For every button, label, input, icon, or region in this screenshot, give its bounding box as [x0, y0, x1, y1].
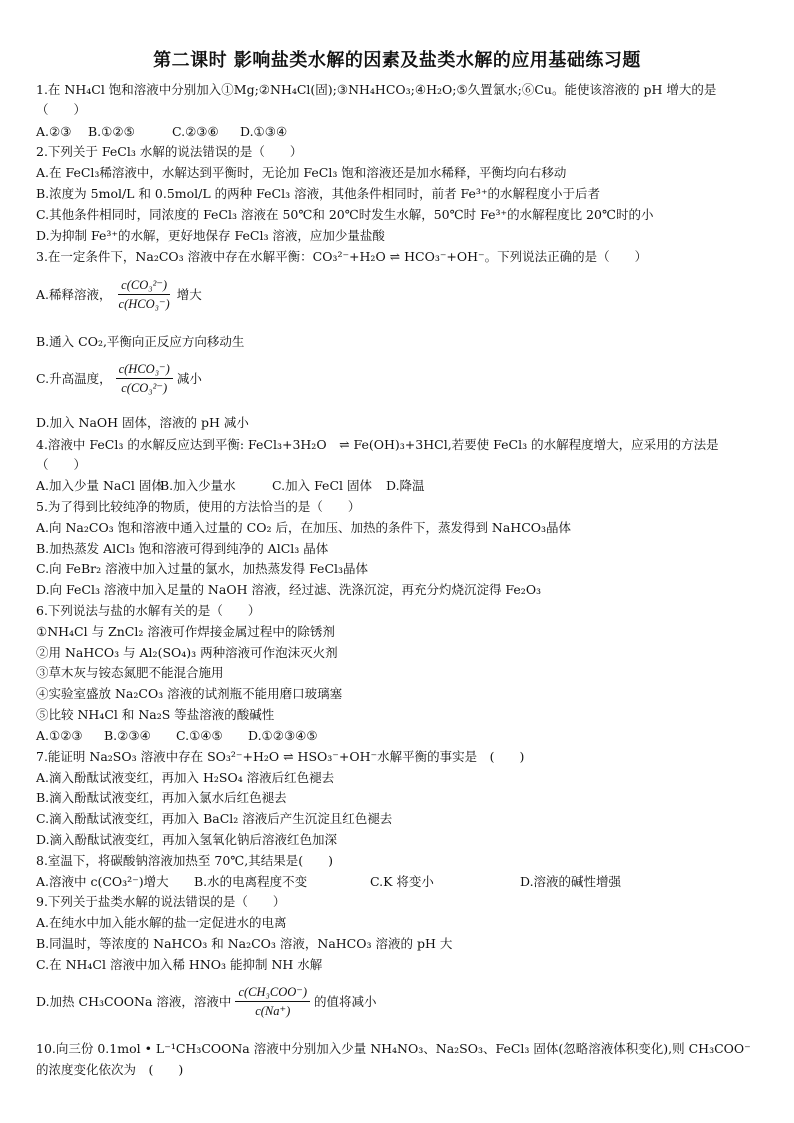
- q6-item-4: ④实验室盛放 Na₂CO₃ 溶液的试剂瓶不能用磨口玻璃塞: [36, 686, 343, 701]
- q8-options: [36, 873, 770, 890]
- q1-stem: 1.在 NH₄Cl 饱和溶液中分别加入①Mg;②NH₄Cl(固);③NH₄HCO₃;④H₂O;⑤久置氯水;⑥Cu。能使该溶液的 pH 增大的是: [36, 82, 717, 97]
- q9-option-d: [36, 985, 770, 1018]
- q6-option-b: B.②③④: [104, 728, 151, 743]
- q7-option-d: D.滴入酚酞试液变红，再加入氢氧化钠后溶液红色加深: [36, 832, 338, 847]
- q3-option-c: [36, 362, 770, 395]
- q2-option-d: D.为抑制 Fe³⁺的水解，更好地保存 FeCl₃ 溶液，应加少量盐酸: [36, 228, 385, 243]
- q2-option-b: B.浓度为 5mol/L 和 0.5mol/L 的两种 FeCl₃ 溶液，其他条件相同时，前者 Fe³⁺的水解程度小于后者: [36, 186, 601, 201]
- q6-item-3: ③草木灰与铵态氮肥不能混合施用: [36, 665, 224, 680]
- q3-option-d: D.加入 NaOH 固体，溶液的 pH 减小: [36, 415, 249, 430]
- q3-a-fraction: [116, 278, 173, 311]
- q9-option-c: C.在 NH₄Cl 溶液中加入稀 HNO₃ 能抑制 NH 水解: [36, 957, 323, 972]
- q3-c-numerator: c(HCO₃⁻): [116, 362, 173, 379]
- q2-option-c: C.其他条件相同时，同浓度的 FeCl₃ 溶液在 50℃和 20℃时发生水解，50℃时 Fe³⁺的水解程度比 20℃时的小: [36, 207, 654, 222]
- q6-option-c: C.①④⑤: [176, 728, 223, 743]
- q9-d-suffix: 的值将减小: [314, 994, 377, 1009]
- q1-option-d: D.①③④: [240, 124, 288, 139]
- q9-d-fraction: [235, 985, 310, 1018]
- q3-a-suffix: 增大: [176, 287, 202, 302]
- q9-option-a: A.在纯水中加入能水解的盐一定促进水的电离: [36, 915, 287, 930]
- q3-option-b: B.通入 CO₂,平衡向正反应方向移动生: [36, 334, 245, 349]
- q9-d-denominator: c(Na⁺): [255, 1004, 291, 1018]
- q6-item-2: ②用 NaHCO₃ 与 Al₂(SO₄)₃ 两种溶液可作泡沫灭火剂: [36, 645, 338, 660]
- q2-stem: 2.下列关于 FeCl₃ 水解的说法错误的是（ ）: [36, 144, 303, 159]
- q7-stem: 7.能证明 Na₂SO₃ 溶液中存在 SO₃²⁻+H₂O ⇌ HSO₃⁻+OH⁻水解平衡的事实是 ( ): [36, 749, 525, 764]
- q5-option-d: D.向 FeCl₃ 溶液中加入足量的 NaOH 溶液，经过滤、洗涤沉淀，再充分灼烧沉淀得 Fe₂O₃: [36, 582, 542, 597]
- q3-c-fraction: [116, 362, 173, 395]
- q8-option-a: A.溶液中 c(CO₃²⁻)增大: [36, 874, 169, 889]
- page-title: 第二课时 影响盐类水解的因素及盐类水解的应用基础练习题: [153, 50, 641, 71]
- q8-option-b: B.水的电离程度不变: [194, 874, 308, 889]
- q9-stem: 9.下列关于盐类水解的说法错误的是（ ）: [36, 894, 286, 909]
- q6-options: [36, 727, 770, 744]
- q9-d-numerator: c(CH₃COO⁻): [235, 985, 310, 1002]
- q6-item-1: ①NH₄Cl 与 ZnCl₂ 溶液可作焊接金属过程中的除锈剂: [36, 624, 335, 639]
- q1-option-b: B.①②⑤: [88, 124, 135, 139]
- q4-stem: 4.溶液中 FeCl₃ 的水解反应达到平衡: FeCl₃+3H₂O ⇌ Fe(OH)₃+3HCl,若要使 FeCl₃ 的水解程度增大，应采用的方法是: [36, 437, 719, 452]
- q3-option-a: [36, 278, 770, 311]
- q6-stem: 6.下列说法与盐的水解有关的是（ ）: [36, 603, 261, 618]
- q3-a-numerator: c(CO₃²⁻): [118, 278, 170, 295]
- q1-option-c: C.②③⑥: [172, 124, 219, 139]
- q5-option-c: C.向 FeBr₂ 溶液中加入过量的氯水，加热蒸发得 FeCl₃晶体: [36, 561, 369, 576]
- q4-option-d: D.降温: [386, 478, 425, 493]
- q7-option-b: B.滴入酚酞试液变红，再加入氯水后红色褪去: [36, 790, 287, 805]
- q10-line-2: 的浓度变化依次为 ( ): [36, 1062, 184, 1077]
- q8-option-c: C.K 将变小: [370, 874, 434, 889]
- q4-options: [36, 477, 770, 494]
- q9-d-text: D.加热 CH₃COONa 溶液，溶液中: [36, 994, 232, 1009]
- q7-option-a: A.滴入酚酞试液变红，再加入 H₂SO₄ 溶液后红色褪去: [36, 770, 335, 785]
- q3-a-denominator: c(HCO₃⁻): [118, 297, 170, 311]
- q3-c-suffix: 减小: [176, 371, 202, 386]
- q4-paren: （ ）: [36, 457, 87, 472]
- q3-c-denominator: c(CO₃²⁻): [121, 381, 168, 395]
- q8-stem: 8.室温下，将碳酸钠溶液加热至 70℃,其结果是( ): [36, 853, 334, 868]
- q1-options: [36, 123, 770, 140]
- q5-option-b: B.加热蒸发 AlCl₃ 饱和溶液可得到纯净的 AlCl₃ 晶体: [36, 541, 329, 556]
- q3-stem: 3.在一定条件下，Na₂CO₃ 溶液中存在水解平衡：CO₃²⁻+H₂O ⇌ HCO₃⁻+OH⁻。下列说法正确的是（ ）: [36, 249, 648, 264]
- q10-line-1: 10.向三份 0.1mol • L⁻¹CH₃COONa 溶液中分别加入少量 NH₄NO₃、Na₂SO₃、FeCl₃ 固体(忽略溶液体积变化),则 CH₃COO⁻: [36, 1041, 751, 1056]
- q3-c-text: C.升高温度，: [36, 371, 112, 386]
- q5-stem: 5.为了得到比较纯净的物质，使用的方法恰当的是（ ）: [36, 499, 361, 514]
- q5-option-a: A.向 Na₂CO₃ 饱和溶液中通入过量的 CO₂ 后，在加压、加热的条件下，蒸发得到 NaHCO₃晶体: [36, 520, 572, 535]
- q4-option-a: A.加入少量 NaCl 固体: [36, 478, 164, 493]
- q1-option-a: A.②③: [36, 124, 72, 139]
- q6-item-5: ⑤比较 NH₄Cl 和 Na₂S 等盐溶液的酸碱性: [36, 707, 275, 722]
- q9-option-b: B.同温时，等浓度的 NaHCO₃ 和 Na₂CO₃ 溶液，NaHCO₃ 溶液的 pH 大: [36, 936, 453, 951]
- q4-option-c: C.加入 FeCl 固体: [272, 478, 372, 493]
- q3-a-text: A.稀释溶液，: [36, 287, 112, 302]
- q2-option-a: A.在 FeCl₃稀溶液中，水解达到平衡时，无论加 FeCl₃ 饱和溶液还是加水稀释，平衡均向右移动: [36, 165, 567, 180]
- q8-option-d: D.溶液的碱性增强: [520, 874, 622, 889]
- q1-paren: （ ）: [36, 102, 87, 117]
- q4-option-b: B.加入少量水: [160, 478, 236, 493]
- q7-option-c: C.滴入酚酞试液变红，再加入 BaCl₂ 溶液后产生沉淀且红色褪去: [36, 811, 393, 826]
- q6-option-d: D.①②③④⑤: [248, 728, 318, 743]
- q6-option-a: A.①②③: [36, 728, 83, 743]
